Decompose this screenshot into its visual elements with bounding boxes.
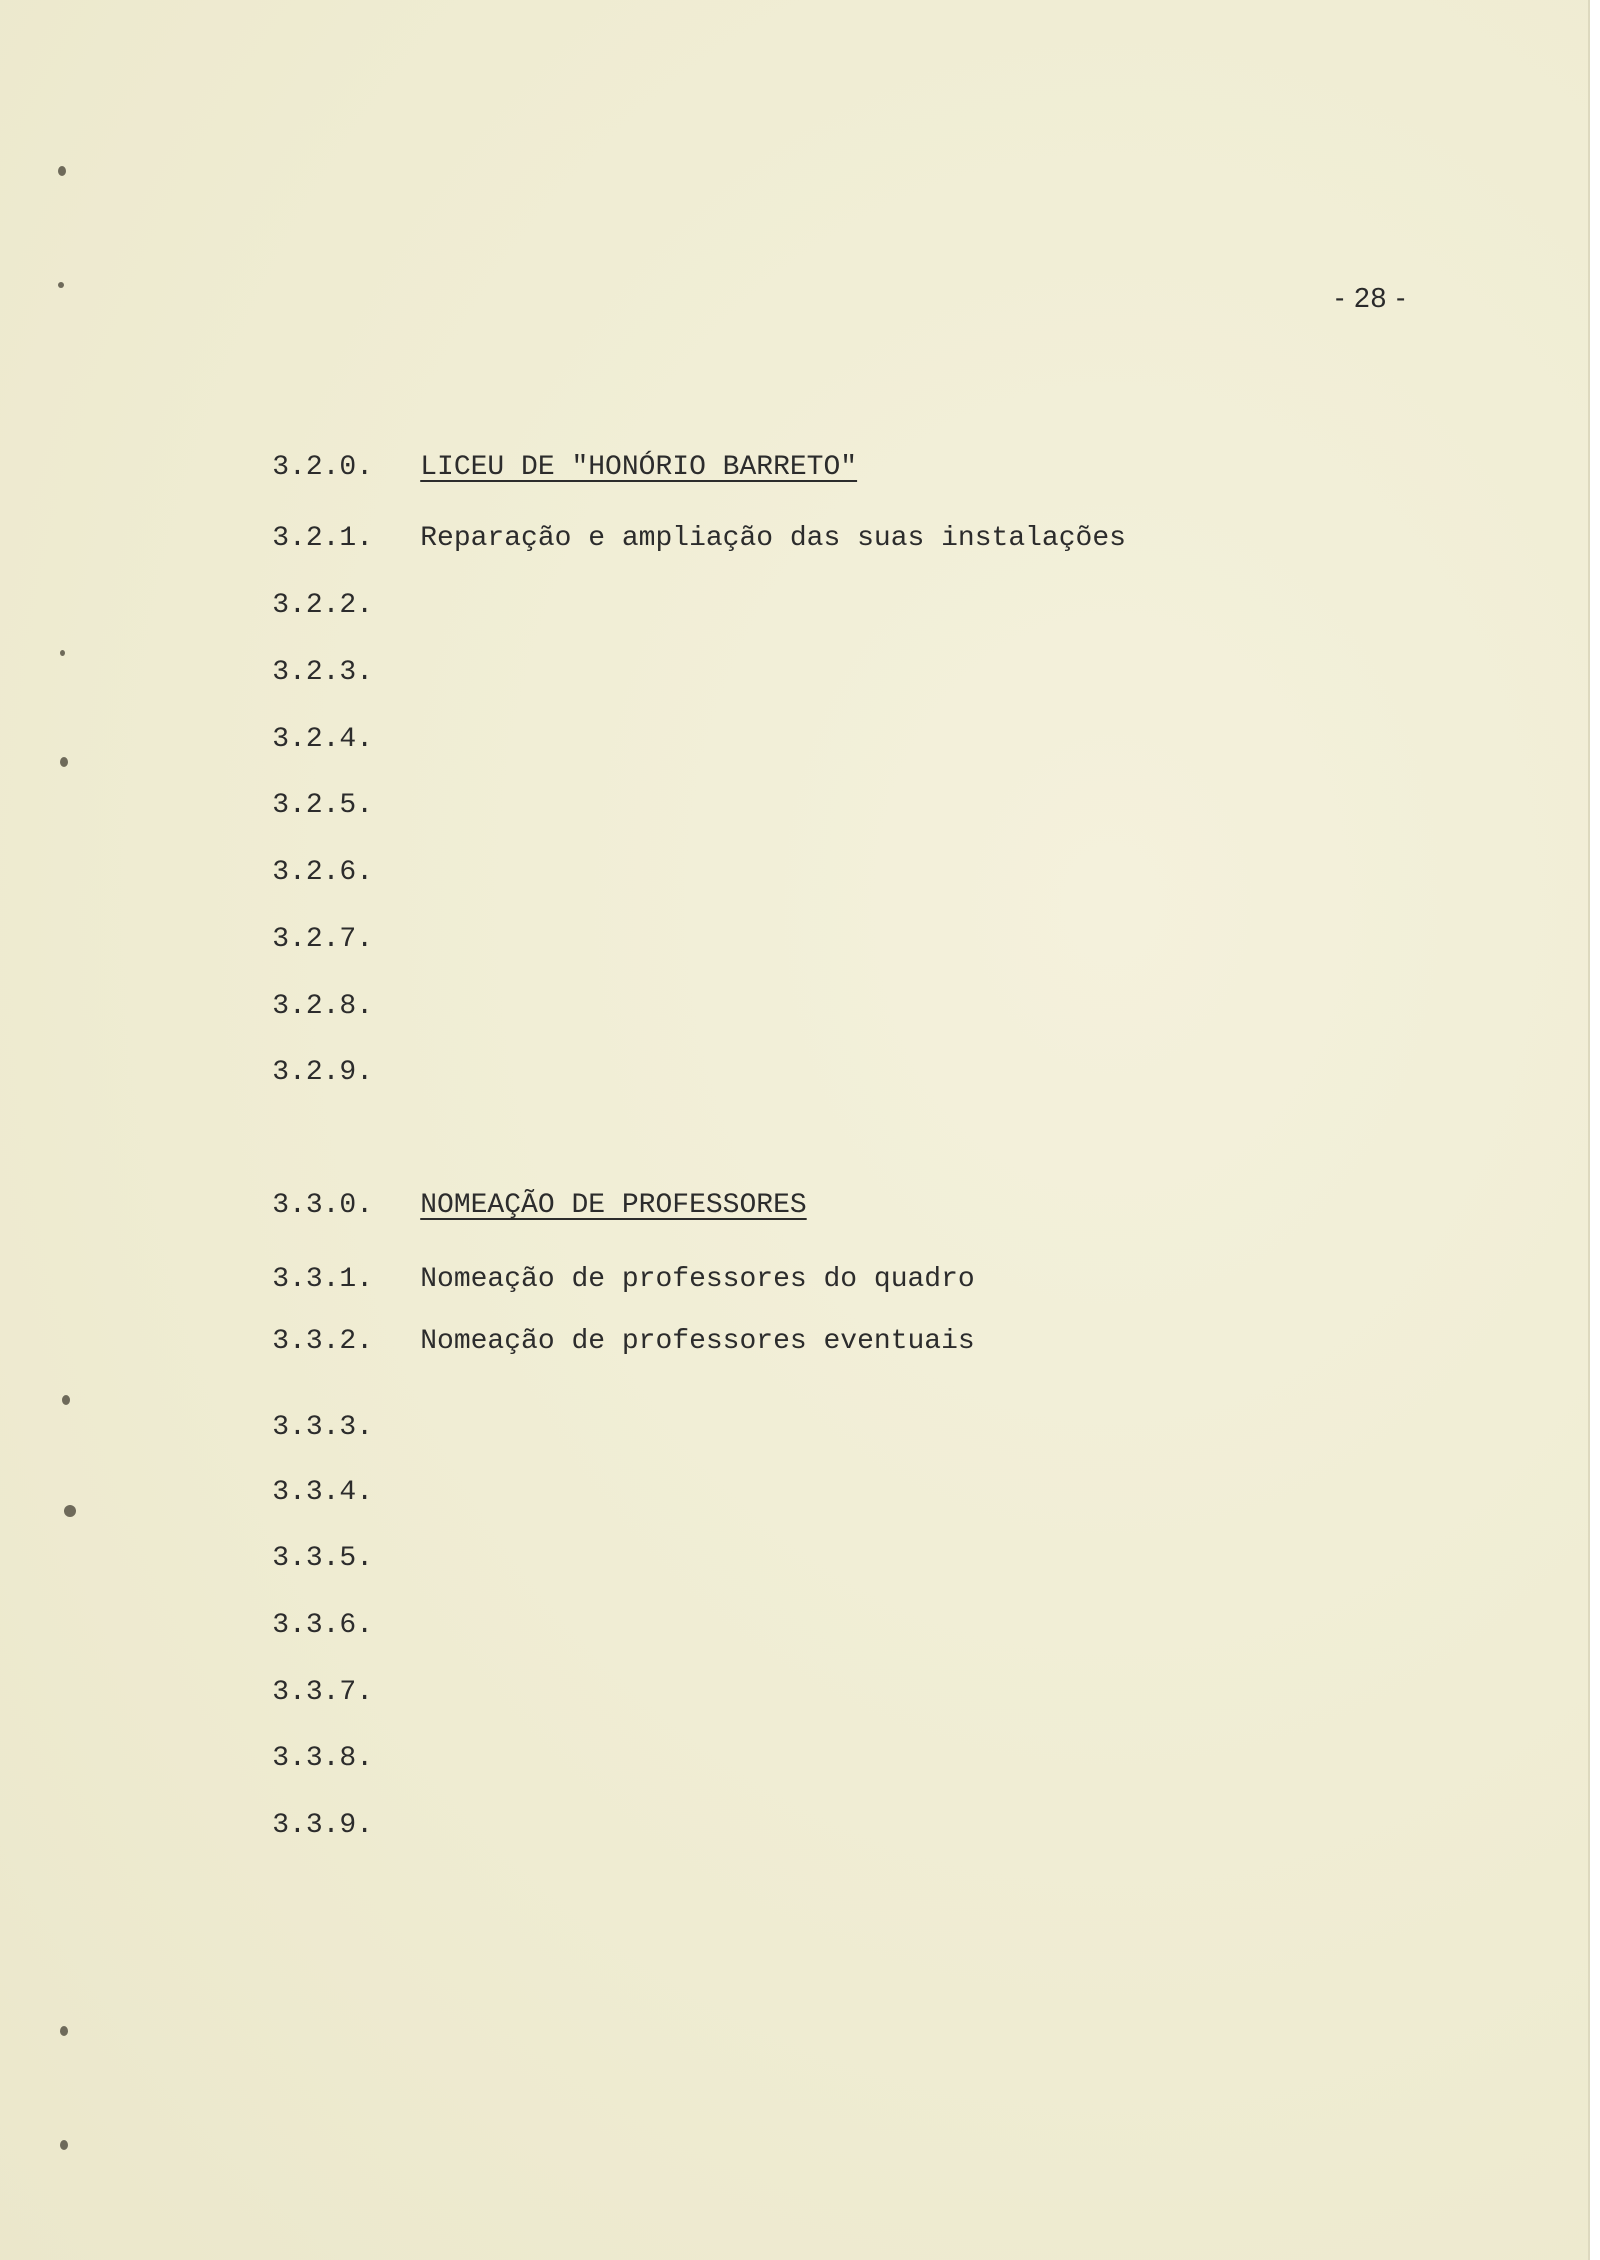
- item-number: 3.3.1.: [272, 1264, 374, 1295]
- list-item: [205, 613, 420, 688]
- list-item: [205, 813, 420, 888]
- list-item: [205, 1633, 420, 1708]
- list-item: [205, 880, 420, 955]
- item-number: 3.3.4.: [272, 1477, 374, 1508]
- item-number: 3.2.7.: [272, 924, 374, 955]
- list-item: [205, 479, 1126, 554]
- section-heading: [205, 408, 858, 483]
- punch-mark: [64, 1505, 76, 1517]
- list-item: [205, 1013, 420, 1088]
- punch-mark: [60, 650, 65, 656]
- punch-mark: [60, 2026, 68, 2036]
- item-number: 3.3.6.: [272, 1610, 374, 1641]
- item-number: 3.3.7.: [272, 1677, 374, 1708]
- item-number: 3.3.9.: [272, 1810, 374, 1841]
- item-text: Reparação e ampliação das suas instalações: [420, 523, 1126, 554]
- list-item: [205, 1220, 975, 1295]
- item-number: 3.2.6.: [272, 857, 374, 888]
- section-number: 3.3.0.: [272, 1190, 374, 1221]
- item-text: Nomeação de professores eventuais: [420, 1326, 975, 1357]
- item-number: 3.3.8.: [272, 1743, 374, 1774]
- list-item: [205, 1699, 420, 1774]
- section-title: NOMEAÇÃO DE PROFESSORES: [420, 1190, 807, 1221]
- item-number: 3.2.3.: [272, 657, 374, 688]
- list-item: [205, 1368, 420, 1443]
- item-number: 3.2.4.: [272, 724, 374, 755]
- list-item: [205, 1433, 420, 1508]
- list-item: [205, 1766, 420, 1841]
- item-number: 3.3.3.: [272, 1412, 374, 1443]
- item-number: 3.3.5.: [272, 1543, 374, 1574]
- punch-mark: [60, 2140, 68, 2150]
- list-item: [205, 746, 420, 821]
- item-number: 3.2.1.: [272, 523, 374, 554]
- punch-mark: [62, 1395, 70, 1405]
- page-number: - 28 -: [1335, 282, 1407, 313]
- item-text: Nomeação de professores do quadro: [420, 1264, 975, 1295]
- list-item: [205, 1282, 975, 1357]
- punch-mark: [58, 282, 64, 288]
- list-item: [205, 947, 420, 1022]
- section-title: LICEU DE "HONÓRIO BARRETO": [420, 452, 858, 483]
- item-number: 3.2.2.: [272, 590, 374, 621]
- list-item: [205, 1566, 420, 1641]
- list-item: [205, 1499, 420, 1574]
- punch-mark: [60, 757, 68, 767]
- section-heading: [205, 1146, 807, 1221]
- item-number: 3.3.2.: [272, 1326, 374, 1357]
- item-number: 3.2.5.: [272, 790, 374, 821]
- item-number: 3.2.9.: [272, 1057, 374, 1088]
- item-number: 3.2.8.: [272, 991, 374, 1022]
- section-number: 3.2.0.: [272, 452, 374, 483]
- punch-mark: [58, 166, 66, 176]
- list-item: [205, 680, 420, 755]
- list-item: [205, 546, 420, 621]
